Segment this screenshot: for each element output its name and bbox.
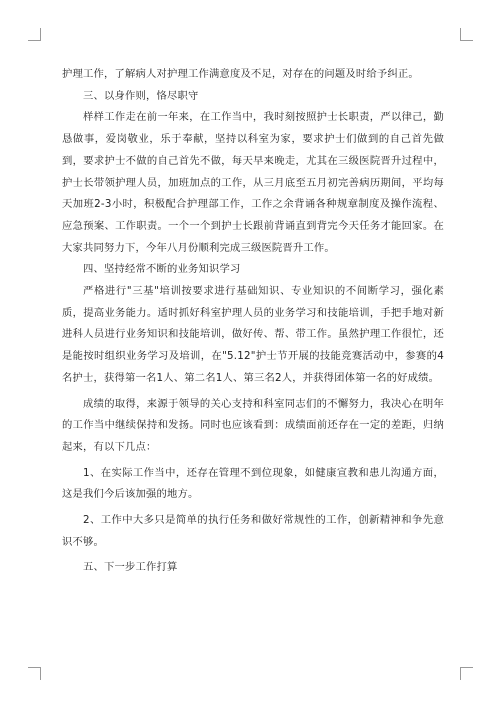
crop-mark-top-left (28, 28, 41, 41)
paragraph-section-3: 样样工作走在前一年来，在工作当中，我时刻按照护士长职责，严以律己，勤恳做事，爱岗敬业，乐于奉献，坚持以科室为家，要求护士们做到的自己首先做到，要求护士不做的自己首先不做，每天早来晚走，尤其在三级医院晋升过程中，护士长带领护理人员，加班加点的工作，从三月底至五月初完善病历期间，平均每天加班2-3小时，积极配合护理部工作，工作之余背诵各种规章制度及操作流程、应急预案、工作职责。一个一个到护士长跟前背诵直到背完今天任务才能回家。在大家共同努力下，今年八月份顺利完成三级医院晋升工作。 (62, 111, 444, 254)
paragraph-section-4: 严格进行"三基"培训按要求进行基础知识、专业知识的不间断学习，强化素质，提高业务能力。适时抓好科室护理人员的业务学习和技能培训，手把手地对新进科人员进行业务知识和技能培训，做好传、帮、带工作。虽然护理工作很忙，还是能按时组织业务学习及培训，在"5.12"护士节开展的技能竞赛活动中，参赛的4名护士，获得第一名1人、第二名1人、第三名2人，并获得团体第一名的好成绩。 (62, 285, 444, 384)
section-heading-4: 四、坚持经常不断的业务知识学习 (83, 263, 241, 276)
paragraph-point-2: 2、工作中大多只是简单的执行任务和做好常规性的工作，创新精神和争先意识不够。 (62, 514, 444, 548)
section-heading-5: 五、下一步工作打算 (83, 561, 178, 574)
paragraph-point-1: 1、在实际工作当中，还存在管理不到位现象，如健康宣教和患儿沟通方面，这是我们今后该加强的地方。 (62, 466, 444, 501)
crop-mark-bottom-left (28, 667, 41, 680)
section-heading-3: 三、以身作则，恪尽职守 (83, 89, 199, 102)
paragraph-summary: 成绩的取得，来源于领导的关心支持和科室同志们的不懈努力，我决心在明年的工作当中继续保持和发扬。同时也应该看到：成绩面前还存在一定的差距，归纳起来，有以下几点： (62, 397, 444, 453)
document-body (62, 64, 444, 579)
paragraph-continuation: 护理工作，了解病人对护理工作满意度及不足，对存在的问题及时给予纠正。 (62, 68, 419, 80)
crop-mark-bottom-right (460, 667, 473, 680)
crop-mark-top-right (460, 28, 473, 41)
